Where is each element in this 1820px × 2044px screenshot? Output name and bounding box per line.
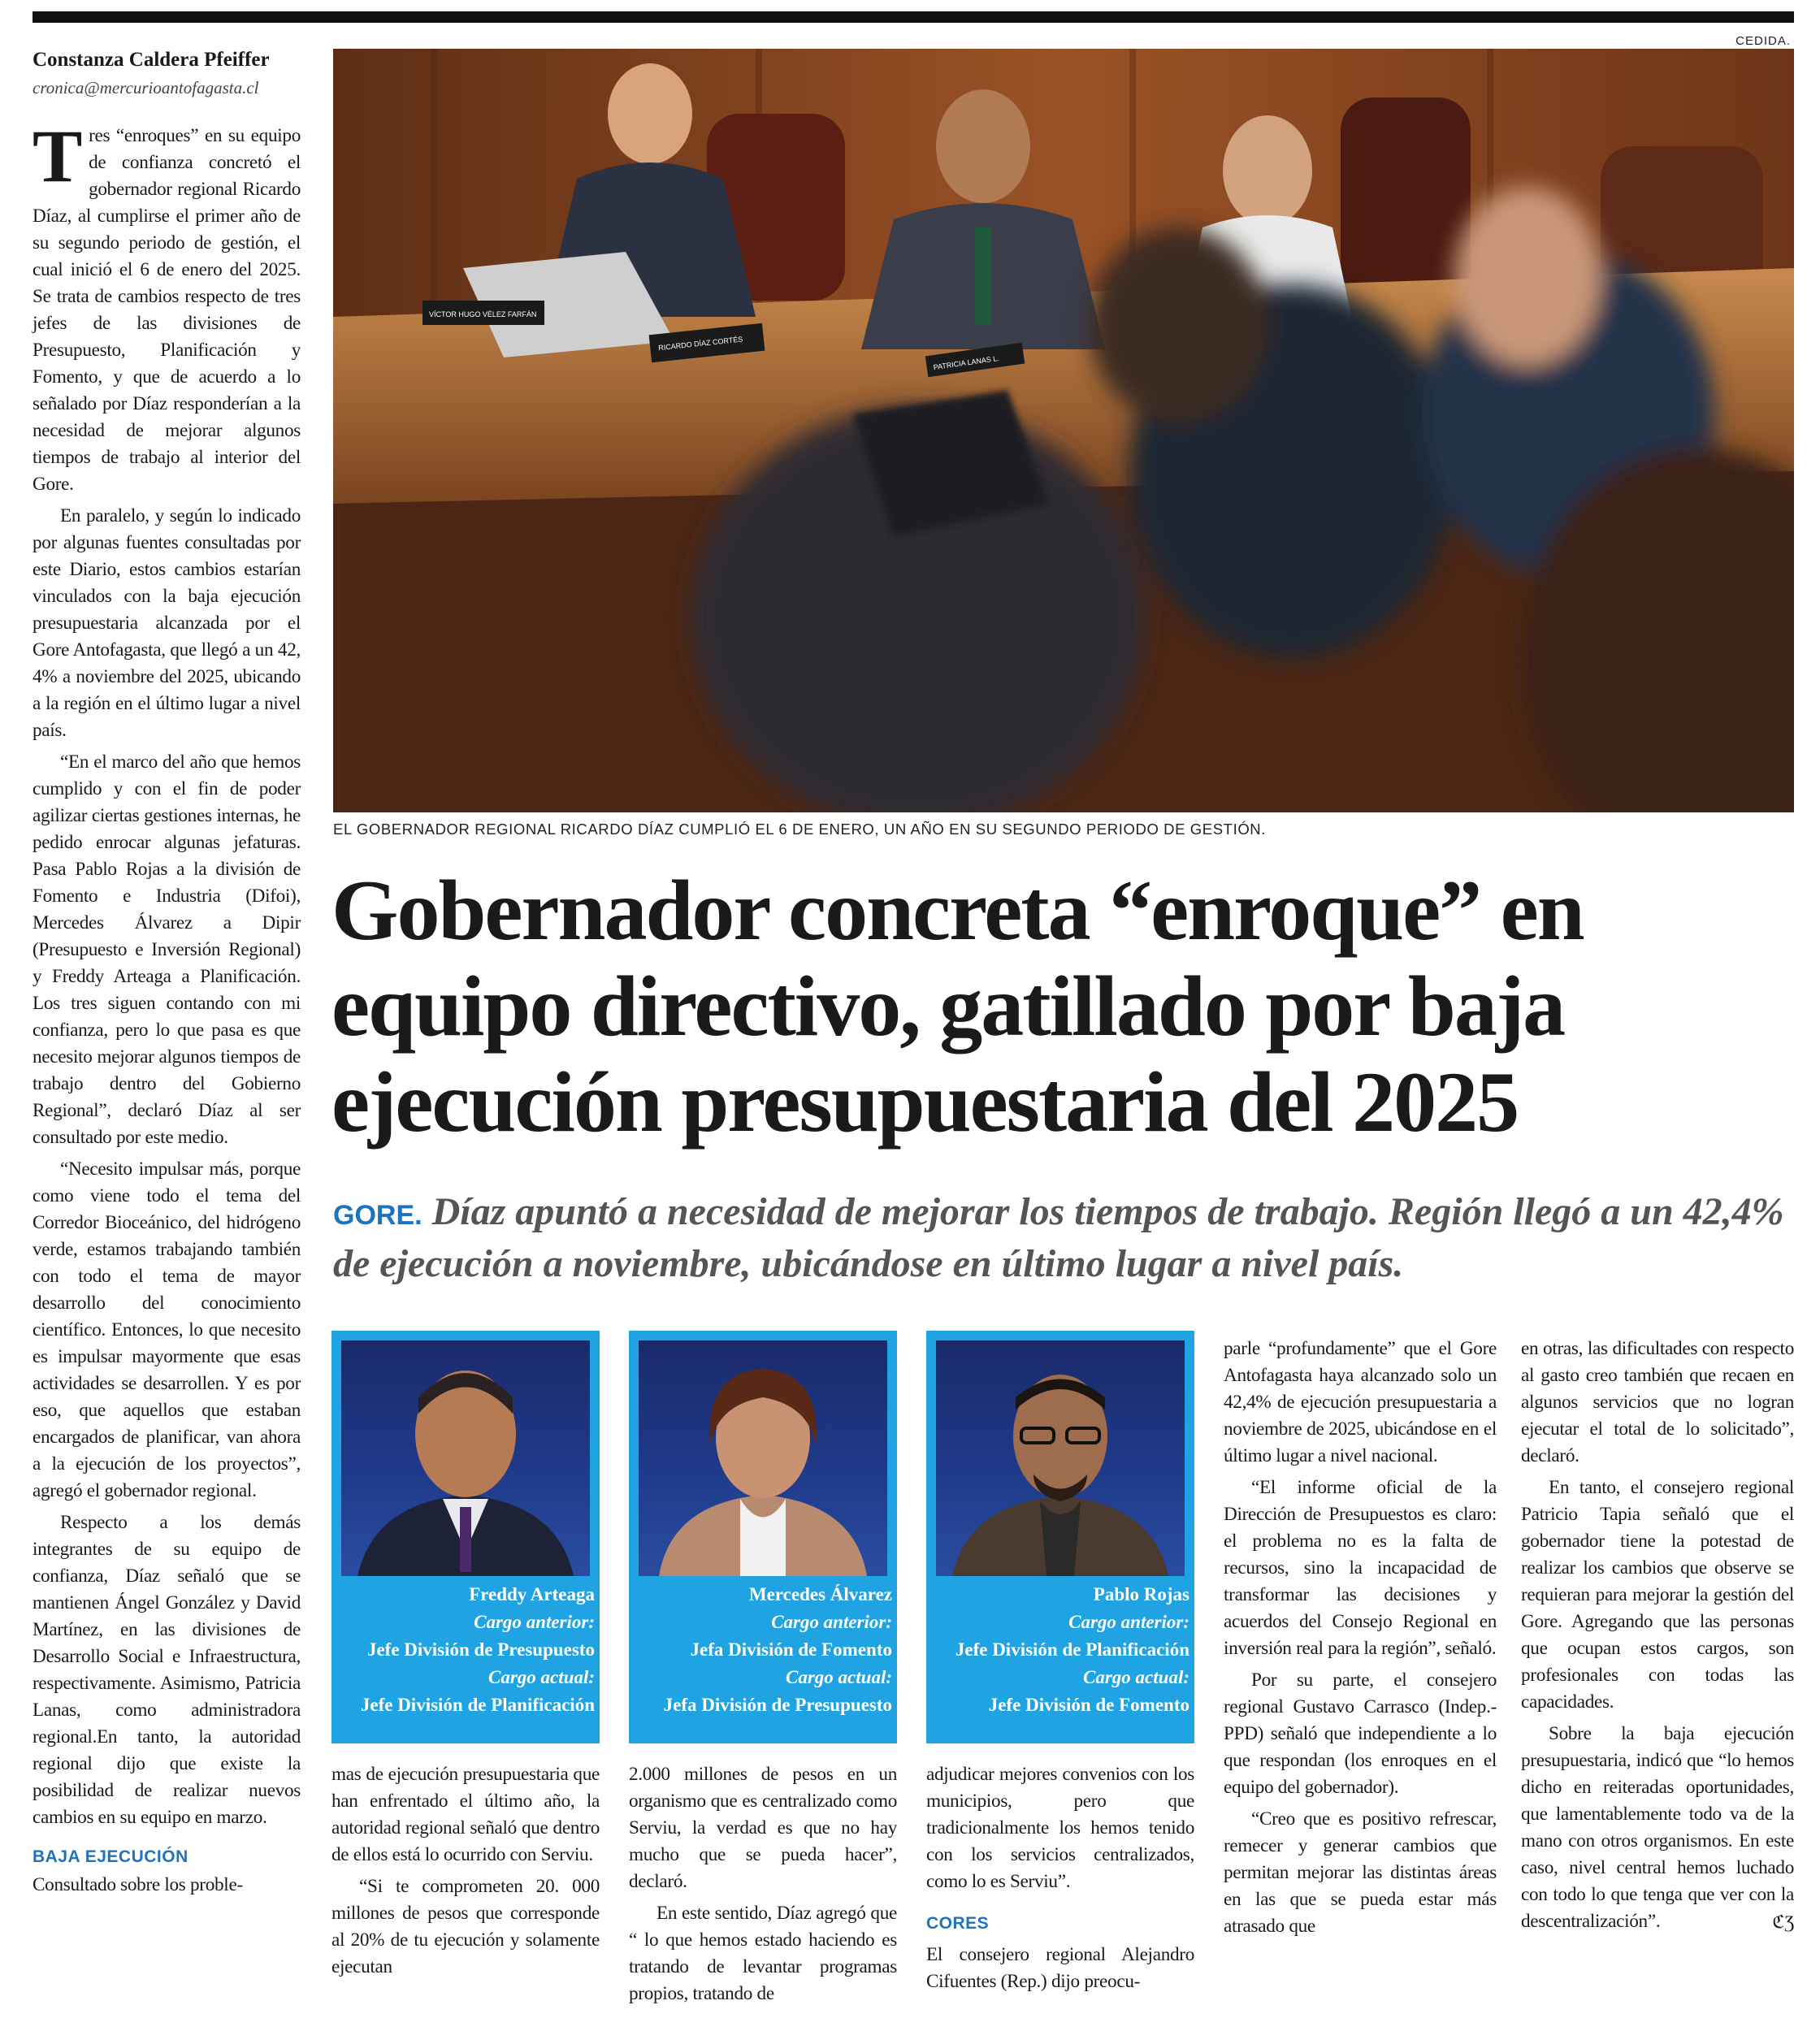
profile-card (332, 1331, 600, 1743)
body-paragraph: “En el marco del año que hemos cumplido y con el fin de poder agilizar ciertas gestiones internas, he pedido enrocar algunas jefaturas. Pasa Pablo Rojas a la división de Fomento e Industria (Difoi), Mercedes Álvarez a Dipir (Presupuesto e Inversión Regional) y Freddy Arteaga a Planificación. Los tres siguen contando con mi confianza, pero lo que pasa es que necesito mejorar algunos tiempos de trabajo dentro del Gobierno Regional”, declaró Díaz al ser consultado por este medio. (32, 751, 301, 1148)
dek-text: Díaz apuntó a necesidad de mejorar los tiempos de trabajo. Región llegó a un 42,4% de ejecución a noviembre, ubicándose en último lugar a nivel país. (333, 1190, 1784, 1285)
left-column (32, 49, 301, 1903)
nameplate-1: VÍCTOR HUGO VÉLEZ FARFÁN (429, 310, 537, 318)
body-paragraph: parle “profundamente” que el Gore Antofagasta haya alcanzado solo un 42,4% de ejecución presupuestaria a noviembre de 2025, ubicándose en el último lugar a nivel nacional. (1224, 1338, 1497, 1466)
body-paragraph: adjudicar mejores convenios con los municipios, pero que tradicionalmente los hemos tenido con los servicios centralizados, como lo es Serviu”. (926, 1764, 1194, 1892)
top-rule (32, 11, 1794, 23)
profile-caption: Mercedes Álvarez Cargo anterior: Jefa División de Fomento Cargo actual: Jefa División de Presupuesto (632, 1581, 892, 1719)
body-paragraph: “El informe oficial de la Dirección de Presupuestos es claro: el problema no es la falta de recursos, sino la incapacidad de transformar las decisiones y acuerdos del Consejo Regional en inversión real para la región”, señaló. (1224, 1477, 1497, 1659)
profile-card (926, 1331, 1194, 1743)
body-column-5 (1224, 1336, 1497, 1945)
body-paragraph: “Si te comprometen 20. 000 millones de pesos que corresponde al 20% de tu ejecución y solamente ejecutan (332, 1876, 600, 1977)
body-paragraph: “Creo que es positivo refrescar, remecer y generar cambios que permitan mejorar las distintas áreas en las que se pueda estar más atrasado que (1224, 1808, 1497, 1937)
profile-caption: Freddy Arteaga Cargo anterior: Jefe División de Presupuesto Cargo actual: Jefe División de Planificación (335, 1581, 595, 1719)
section-subhead: BAJA EJECUCIÓN (32, 1847, 188, 1866)
body-paragraph: en otras, las dificultades con respecto al gasto creo también que recaen en algunos servicios que no logran ejecutar el total de lo solicitado”, declaró. (1521, 1338, 1794, 1466)
portrait (639, 1340, 887, 1576)
body-paragraph: 2.000 millones de pesos en un organismo que es centralizado como Serviu, la verdad es que no hay mucho que se pueda hacer”, declaró. (629, 1764, 897, 1892)
body-paragraph: Respecto a los demás integrantes de su equipo de confianza, Díaz señaló que se mantienen Ángel González y David Martínez, en las divisiones de Desarrollo Social e Infraestructura, respectivamente. Asimismo, Patricia Lanas, como administradora regional.En tanto, la autoridad regional dijo que existe la posibilidad de realizar nuevos cambios en su equipo en marzo. (32, 1512, 301, 1828)
nameplate-3: PATRICIA LANAS L. (933, 353, 1000, 372)
portrait (341, 1340, 590, 1576)
body-column-4 (926, 1761, 1194, 2000)
profile-name: Pablo Rojas (1093, 1584, 1190, 1604)
profile-card (629, 1331, 897, 1743)
body-paragraph: En este sentido, Díaz agregó que “ lo que hemos estado haciendo es tratando de levantar programas propios, tratando de (629, 1903, 897, 2004)
portrait (936, 1340, 1185, 1576)
photo-caption: EL GOBERNADOR REGIONAL RICARDO DÍAZ CUMPLIÓ EL 6 DE ENERO, UN AÑO EN SU SEGUNDO PERIODO DE GESTIÓN. (333, 821, 1267, 838)
body-paragraph: En paralelo, y según lo indicado por algunas fuentes consultadas por este Diario, estos cambios estarían vinculados con la baja ejecución presupuestaria alcanzada por el Gore Antofagasta, que llegó a un 42, 4% a noviembre del 2025, ubicando a la región en el último lugar a nivel país. (32, 505, 301, 741)
body-paragraph: El consejero regional Alejandro Cifuentes (Rep.) dijo preocu- (926, 1944, 1194, 1992)
subheadline (333, 1188, 1804, 1288)
nameplate-2: RICARDO DÍAZ CORTÉS (657, 335, 743, 353)
author-name: Constanza Caldera Pfeiffer (32, 49, 270, 71)
body-column-3 (629, 1761, 897, 2012)
main-photo (333, 49, 1794, 812)
end-mark-icon: ℭƷ (1772, 1912, 1794, 1932)
body-paragraph: En tanto, el consejero regional Patricio Tapia señaló que el gobernador tiene la potestad de realizar los cambios que observe se requieran para mejorar la gestión del Gore. Agregando que las personas que ocupan estos cargos, son profesionales con todas las capacidades. (1521, 1477, 1794, 1713)
body-column-6 (1521, 1336, 1794, 1940)
section-subhead: CORES (926, 1914, 990, 1933)
body-paragraph: mas de ejecución presupuestaria que han enfrentado el último año, la autoridad regional señaló que dentro de ellos está lo ocurrido con Serviu. (332, 1764, 600, 1865)
body-paragraph: Consultado sobre los proble- (32, 1874, 243, 1895)
dek-tag: GORE. (333, 1200, 422, 1231)
profile-name: Freddy Arteaga (469, 1584, 595, 1604)
profile-name: Mercedes Álvarez (748, 1584, 892, 1604)
lead-paragraph: Tres “enroques” en su equipo de confianza concretó el gobernador regional Ricardo Díaz, al cumplirse el primer año de su segundo periodo de gestión, el cual inició el 6 de enero del 2025. Se trata de cambios respecto de tres jefes de las divisiones de Presupuesto, Planificación y Fomento, y que de acuerdo a lo señalado por Díaz responderían a la necesidad de mejorar algunos tiempos de trabajo al interior del Gore. (32, 115, 301, 495)
meeting-illustration (333, 49, 1794, 812)
body-paragraph: “Necesito impulsar más, porque como viene todo el tema del Corredor Bioceánico, del hidrógeno verde, estamos trabajando también con todo el tema de mayor desarrollo del conocimiento científico. Entonces, lo que necesito es impulsar mayormente que esas actividades se desarrollen. Y es por eso, que aquellos que estaban encargados de planificar, van ahora a la ejecución de los proyectos”, agregó el gobernador regional. (32, 1158, 301, 1501)
profile-caption: Pablo Rojas Cargo anterior: Jefe División de Planificación Cargo actual: Jefe División de Fomento (930, 1581, 1190, 1719)
photo-credit: CEDIDA. (1736, 34, 1791, 48)
drop-cap: T (32, 115, 83, 197)
body-paragraph: Por su parte, el consejero regional Gustavo Carrasco (Indep.-PPD) señaló que independiente a lo que respondan (los enroques en el equipo del gobernador). (1224, 1669, 1497, 1798)
body-paragraph: Sobre la baja ejecución presupuestaria, indicó que “lo hemos dicho en reiteradas oportunidades, que lamentablemente todo va de la mano con otros organismos. En este caso, nivel central hemos luchado con todo lo que tenga que ver con la descentralización”. ℭƷ (1521, 1721, 1794, 1935)
headline: Gobernador concreta “enroque” en equipo directivo, gatillado por baja ejecución presupuestaria del 2025 (332, 863, 1584, 1150)
body-column-2 (332, 1761, 600, 1986)
author-email[interactable]: cronica@mercurioantofagasta.cl (32, 78, 259, 97)
